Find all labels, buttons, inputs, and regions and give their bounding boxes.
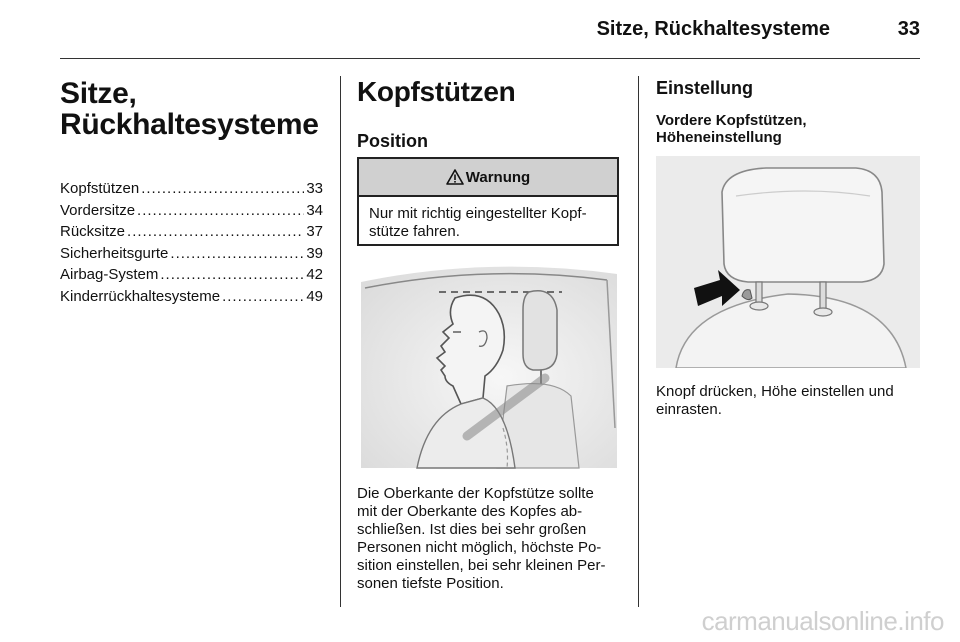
toc-entry-vordersitze[interactable] [60, 200, 323, 222]
toc-entry-airbag-system[interactable] [60, 264, 323, 286]
adjustment-subtitle [656, 112, 920, 146]
warning-text-line: stütze fahren. [369, 223, 460, 240]
adjustment-title: Einstellung [656, 78, 754, 98]
warning-triangle-icon [446, 169, 464, 185]
chapter-title [60, 78, 340, 140]
adjustment-paragraph [656, 383, 920, 419]
column-divider-left [340, 76, 341, 607]
toc-leader-dots [141, 178, 304, 200]
paragraph-line: einrasten. [656, 401, 722, 418]
adjustment-subtitle-line: Höheneinstellung [656, 129, 782, 146]
toc-leader-dots [137, 200, 304, 222]
table-of-contents [60, 178, 323, 308]
column-divider-right [638, 76, 639, 607]
toc-entry-label: Kopfstützen [60, 180, 140, 197]
toc-entry-kinderrueckhaltesysteme[interactable] [60, 286, 323, 308]
toc-entry-page: 39 [306, 244, 323, 262]
paragraph-line: sition einstellen, bei sehr kleinen Per- [357, 557, 606, 574]
toc-entry-kopfstuetzen[interactable] [60, 178, 323, 200]
toc-entry-page: 42 [306, 266, 323, 284]
chapter-title-line-2: Rückhaltesysteme [60, 108, 319, 141]
toc-leader-dots [222, 286, 304, 308]
toc-entry-label: Sicherheitsgurte [60, 244, 169, 262]
headrest-adjustment-illustration [656, 156, 920, 368]
headrest-position-illustration [357, 258, 621, 470]
toc-entry-label: Kinderrückhaltesysteme [60, 287, 221, 305]
toc-leader-dots [127, 221, 304, 243]
toc-entry-label: Airbag-System [60, 266, 159, 284]
paragraph-line: Knopf drücken, Höhe einstellen und [656, 383, 894, 400]
toc-entry-page: 37 [306, 223, 323, 241]
toc-leader-dots [160, 264, 304, 286]
adjustment-subtitle-line: Vordere Kopfstützen, [656, 112, 807, 129]
running-header-title: Sitze, Rückhaltesysteme [596, 18, 830, 40]
toc-leader-dots [170, 243, 304, 265]
paragraph-line: Personen nicht möglich, höchste Po- [357, 539, 602, 556]
page-number: 33 [897, 18, 920, 40]
toc-entry-page: 34 [306, 201, 323, 219]
toc-entry-ruecksitze[interactable] [60, 221, 323, 243]
section-title: Kopfstützen [357, 76, 516, 107]
toc-entry-page: 33 [306, 180, 323, 197]
toc-entry-page: 49 [306, 287, 323, 305]
warning-title: Warnung [465, 168, 531, 186]
toc-entry-sicherheitsgurte[interactable] [60, 243, 323, 265]
warning-text-line: Nur mit richtig eingestellter Kopf- [369, 205, 587, 222]
toc-entry-label: Vordersitze [60, 201, 136, 219]
chapter-title-line-1: Sitze, [60, 77, 137, 110]
watermark: carmanualsonline.info [701, 606, 944, 636]
paragraph-line: schließen. Ist dies bei sehr großen [357, 521, 587, 538]
warning-body [359, 197, 617, 241]
toc-entry-label: Rücksitze [60, 223, 126, 241]
paragraph-line: mit der Oberkante des Kopfes ab- [357, 503, 583, 520]
paragraph-line: Die Oberkante der Kopfstütze sollte [357, 485, 594, 502]
headrest-position-paragraph [357, 485, 621, 593]
paragraph-line: sonen tiefste Position. [357, 575, 504, 592]
warning-header [359, 159, 617, 197]
header-rule [60, 58, 920, 59]
section-subtitle: Position [357, 131, 428, 151]
warning-box [357, 157, 619, 246]
